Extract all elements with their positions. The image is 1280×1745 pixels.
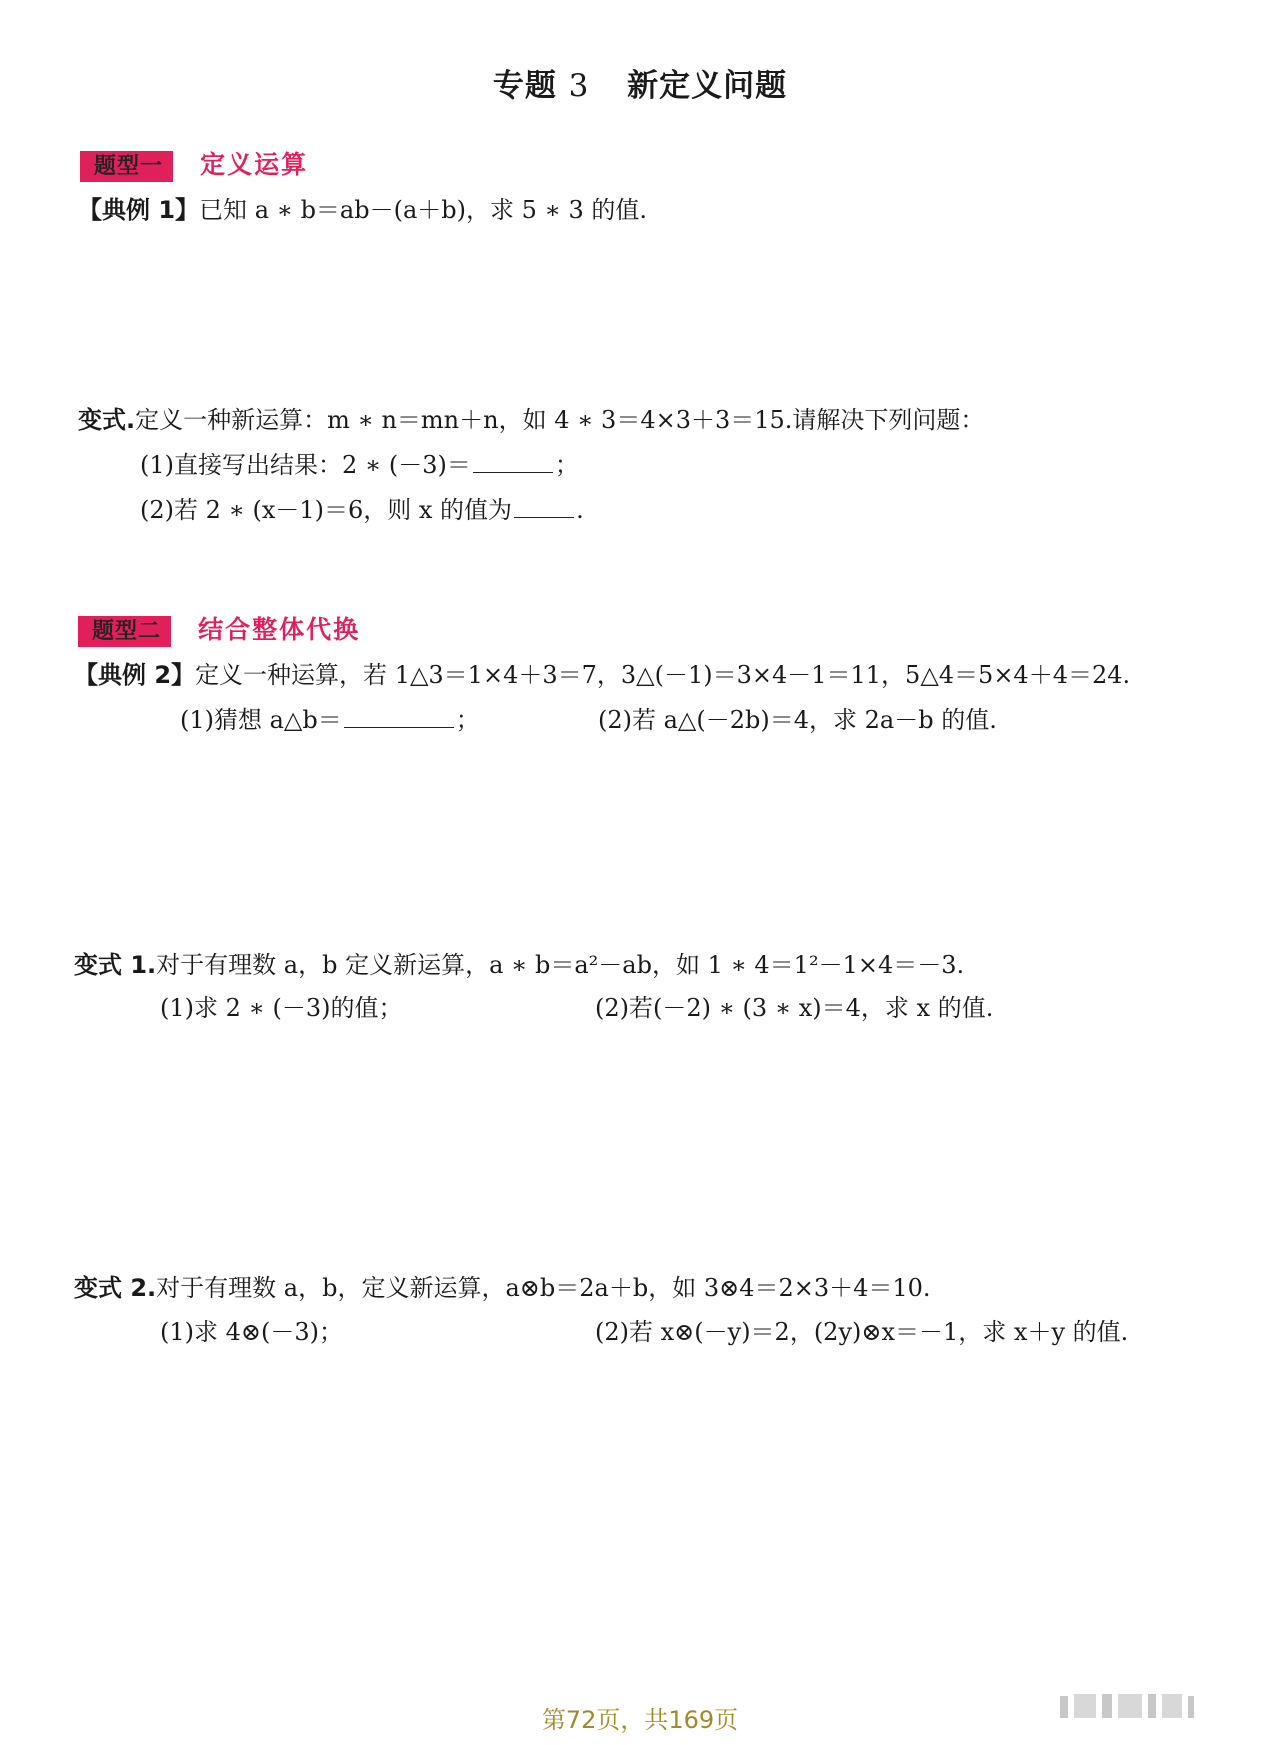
variant-label: 变式 1. (74, 951, 157, 979)
example-1 (78, 190, 647, 225)
variant-0-q1 (140, 445, 579, 480)
question-end: ； (554, 451, 579, 479)
section-tag: 题型二 (78, 616, 171, 647)
variant-text: 对于有理数 a，b 定义新运算，a ∗ b＝a²－ab，如 1 ∗ 4＝1²－1×4＝－3. (156, 951, 965, 979)
answer-blank[interactable] (514, 516, 574, 518)
example-label: 【典例 1】 (78, 196, 200, 224)
variant-0 (78, 400, 984, 435)
variant-text: 定义一种新运算：m ∗ n＝mn＋n，如 4 ∗ 3＝4×3＋3＝15.请解决下列问题： (135, 406, 985, 434)
example-2-q1 (180, 700, 480, 735)
question-text: (1)猜想 a△b＝ (180, 706, 342, 734)
variant-1 (74, 945, 964, 980)
title-main: 专题 (492, 68, 557, 104)
section-name: 结合整体代换 (198, 615, 361, 644)
section-1-header (80, 145, 308, 181)
variant-label: 变式 2. (74, 1274, 157, 1302)
question-text: (1)直接写出结果：2 ∗ (－3)＝ (140, 451, 471, 479)
example-text: 已知 a ∗ b＝ab－(a＋b)，求 5 ∗ 3 的值. (199, 196, 647, 224)
variant-text: 对于有理数 a，b，定义新运算，a⊗b＝2a＋b，如 3⊗4＝2×3＋4＝10. (156, 1274, 931, 1302)
example-label: 【典例 2】 (74, 661, 196, 689)
variant-2-q2: (2)若 x⊗(－y)＝2，(2y)⊗x＝－1，求 x＋y 的值. (595, 1318, 1129, 1346)
section-2-header (78, 610, 360, 646)
section-tag: 题型一 (80, 151, 173, 182)
question-end: . (576, 496, 584, 524)
answer-blank[interactable] (344, 726, 454, 728)
answer-blank[interactable] (473, 471, 553, 473)
variant-1-q1: (1)求 2 ∗ (－3)的值； (160, 994, 403, 1022)
page-title (0, 60, 1280, 105)
question-end: ； (455, 706, 480, 734)
section-name: 定义运算 (200, 150, 309, 179)
title-sub: 新定义问题 (627, 68, 788, 104)
variant-label: 变式. (78, 406, 136, 434)
title-number: 3 (568, 68, 590, 104)
variant-1-q2: (2)若(－2) ∗ (3 ∗ x)＝4，求 x 的值. (595, 994, 994, 1022)
variant-2-q1: (1)求 4⊗(－3)； (160, 1318, 343, 1346)
question-text: (2)若 2 ∗ (x－1)＝6，则 x 的值为 (140, 496, 513, 524)
page-footer: 第72页，共169页 (541, 1706, 739, 1734)
example-text: 定义一种运算，若 1△3＝1×4＋3＝7，3△(－1)＝3×4－1＝11，5△4＝5×4＋4＝24. (195, 661, 1131, 689)
variant-2 (74, 1268, 931, 1303)
example-2 (74, 655, 1130, 690)
variant-0-q2 (140, 490, 584, 525)
example-2-q2: (2)若 a△(－2b)＝4，求 2a－b 的值. (598, 706, 997, 734)
